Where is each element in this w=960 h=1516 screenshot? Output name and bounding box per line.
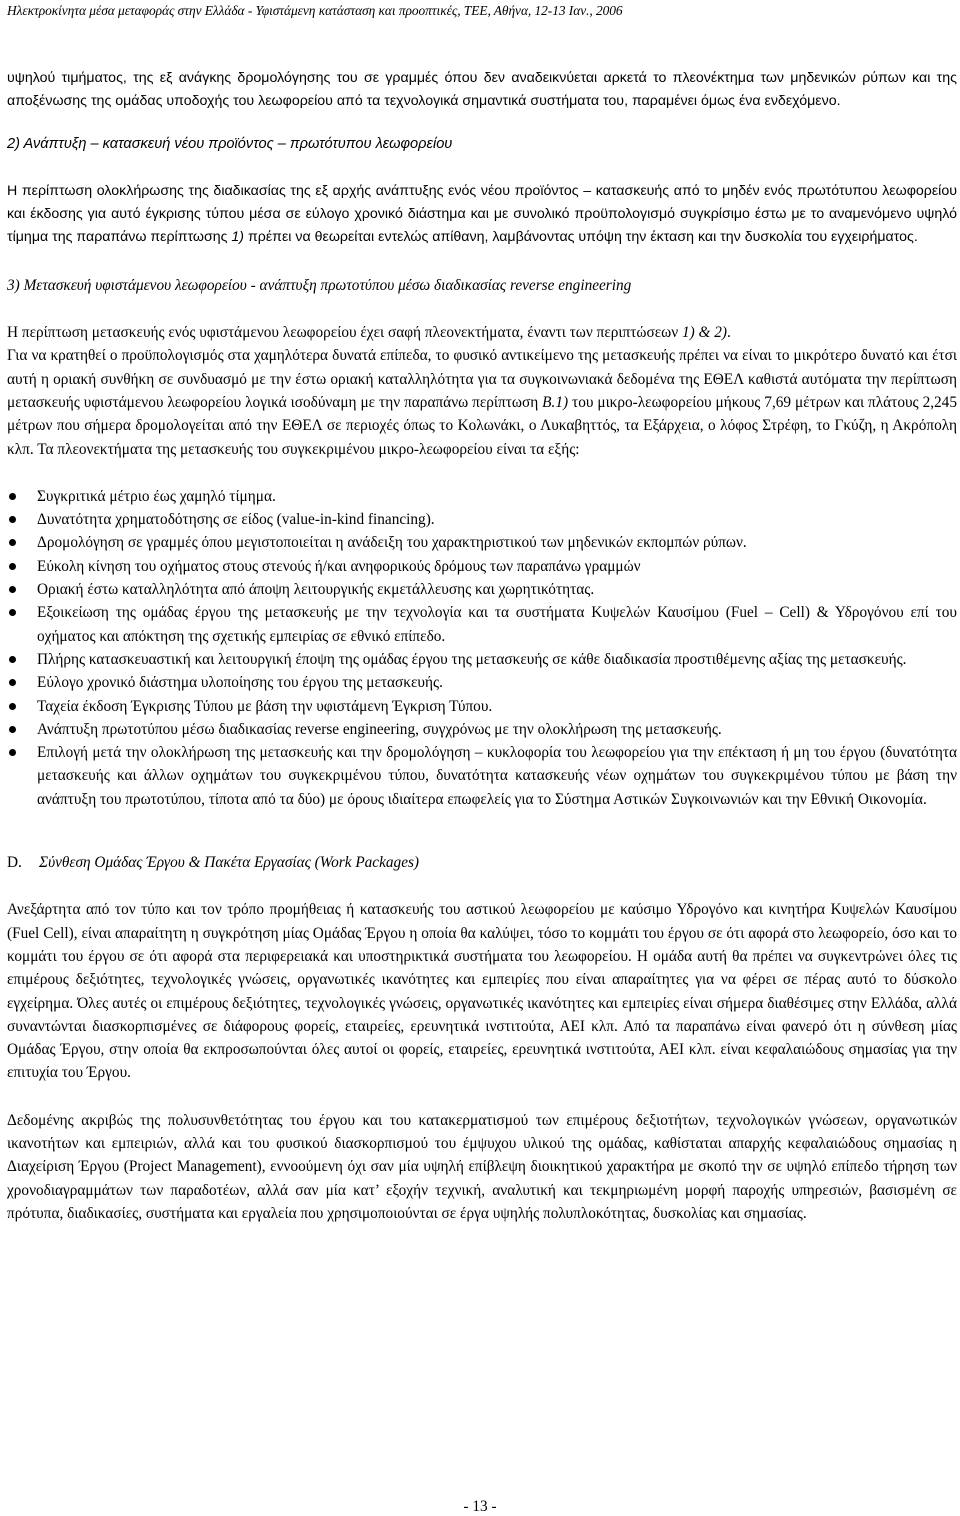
- section-3-first-line: [7, 321, 957, 344]
- section-3-para-b: του μικρο-λεωφορείου μήκους 7,69 μέτρων και πλάτους 2,245 μέτρων που σήμερα δρομολογείται από την ΕΘΕΛ σε περιοχές όπως το Κολωνάκι, ο Λυκαβηττός, τα Εξάρχεια, ο λόφος Στρέφη, το Γκύζη, η Ακρόπολη κλπ. Τα πλεονεκτήματα της μετασκευής του συγκεκριμένου μικρο-λεωφορείου είναι τα εξής:: [7, 393, 957, 458]
- section-3-paragraph: [7, 344, 957, 460]
- section-3-line1-b: .: [726, 324, 731, 342]
- intro-paragraph: υψηλού τιμήματος, της εξ ανάγκης δρομολόγησης του σε γραμμές όπου δεν αναδεικνύεται αρκετά το πλεονέκτημα των μηδενικών ρύπων και της αποξένωσης της ομάδας υποδοχής του λεωφορείου από τα τεχνολογικά σημαντικά συστήματα του, παραμένει όμως ένα ενδεχόμενο.: [7, 70, 957, 110]
- running-header: Ηλεκτροκίνητα μέσα μεταφοράς στην Ελλάδα - Υφιστάμενη κατάσταση και προοπτικές, ΤΕΕ, Αθήνα, 12-13 Ιαν., 2006: [7, 3, 623, 18]
- section-2-text-b: πρέπει να θεωρείται εντελώς απίθανη, λαμβάνοντας υπόψη την έκταση και την δυσκολία του εγχειρήματος.: [244, 229, 918, 246]
- list-item: Δυνατότητα χρηματοδότησης σε είδος (value-in-kind financing).: [7, 508, 957, 531]
- list-item: Εξοικείωση της ομάδας έργου της μετασκευής με την τεχνολογία και τα συστήματα Κυψελών Καυσίμου (Fuel – Cell) & Υδρογόνου επί του οχήματος και απόκτηση της σχετικής εμπειρίας σε εθνικό επίπεδο.: [7, 601, 957, 648]
- list-item: Ταχεία έκδοση Έγκρισης Τύπου με βάση την υφιστάμενη Έγκριση Τύπου.: [7, 695, 957, 718]
- section-2-paragraph: [7, 180, 957, 250]
- list-item: Οριακή έστω καταλληλότητα από άποψη λειτουργικής εκμετάλλευσης και χωρητικότητας.: [7, 578, 957, 601]
- section-3-line1-a: Η περίπτωση μετασκευής ενός υφιστάμενου λεωφορείου έχει σαφή πλεονεκτήματα, έναντι των περιπτώσεων: [7, 324, 682, 342]
- section-3-line1-ref: 1) & 2): [681, 324, 727, 342]
- section-2-text-a: Η περίπτωση ολοκλήρωσης της διαδικασίας της εξ αρχής ανάπτυξης ενός νέου προϊόντος – κατασκευής από το μηδέν ενός πρωτότυπου λεωφορείου και έκδοσης για αυτό έγκρισης τύπου μέσα σε εύλογο χρονικό διάστημα και με συνολικό προϋπολογισμό συγκρίσιμο έστω με το αναμενόμενο υψηλό τίμημα της παραπάνω περίπτωσης: [7, 182, 957, 246]
- section-3-heading: 3) Μετασκευή υφιστάμενου λεωφορείου - ανάπτυξη πρωτοτύπου μέσω διαδικασίας reverse engineering: [7, 276, 632, 294]
- section-2-ref: 1): [231, 229, 245, 246]
- advantages-list: [7, 485, 957, 811]
- list-item: Δρομολόγηση σε γραμμές όπου μεγιστοποιείται η ανάδειξη του χαρακτηριστικού των μηδενικών εκπομπών ρύπων.: [7, 531, 957, 554]
- page-body: [7, 67, 957, 1225]
- section-d-paragraph-1: Ανεξάρτητα από τον τύπο και τον τρόπο προμήθειας ή κατασκευής του αστικού λεωφορείου με καύσιμο Υδρογόνο και κινητήρα Κυψελών Καυσίμου (Fuel Cell), είναι απαραίτητη η συγκρότηση μίας Ομάδας Έργου η οποία θα καλύψει, τόσο το κομμάτι του έργου σε ότι αφορά στο λεωφορείο, όσο και το κομμάτι του έργου σε ότι αφορά στα περιφερειακά και υποστηρικτικά συστήματα του λεωφορείου. Η ομάδα αυτή θα πρέπει να συγκεντρώνει όλες τις επιμέρους δεξιότητες, τεχνολογικές γνώσεις, οργανωτικές ικανότητες και εμπειρίες που είναι απαραίτητες για να φέρει σε πέρας αυτό το δύσκολο εγχείρημα. Όλες αυτές οι επιμέρους δεξιότητες, τεχνολογικές γνώσεις, οργανωτικές ικανότητες και εμπειρίες είναι σήμερα διαθέσιμες στην Ελλάδα, αλλά συναντώνται διασκορπισμένες σε διάφορους φορείς, εταιρείες, ερευνητικά ινστιτούτα, ΑΕΙ κλπ. Από τα παραπάνω είναι φανερό ότι η σύνθεση μίας Ομάδας Έργου, στην οποία θα εκπροσωπούνται όλες αυτοί οι φορείς, εταιρείες, ερευνητικά ινστιτούτα, ΑΕΙ κλπ. είναι κεφαλαιώδους σημασίας για την επιτυχία του Έργου.: [7, 901, 957, 1082]
- list-item: Επιλογή μετά την ολοκλήρωση της μετασκευής και την δρομολόγηση – κυκλοφορία του λεωφορείου για την επέκταση ή μη του έργου (δυνατότητα μετασκευής και άλλων οχημάτων του συγκεκριμένου τύπου, δυνατότητα κατασκευής νέων οχημάτων του συγκεκριμένου τύπου με βάση την ανάπτυξη του πρωτοτύπου, τίποτα από τα δύο) με όρους ιδιαίτερα επωφελείς για το Σύστημα Αστικών Συγκοινωνιών και την Εθνική Οικονομία.: [7, 741, 957, 811]
- section-d-title: Σύνθεση Ομάδας Έργου & Πακέτα Εργασίας (Work Packages): [39, 854, 420, 872]
- section-d-letter: D.: [7, 854, 22, 872]
- page-number: - 13 -: [463, 1498, 497, 1515]
- list-item: Εύλογο χρονικό διάστημα υλοποίησης του έργου της μετασκευής.: [7, 671, 957, 694]
- list-item: Εύκολη κίνηση του οχήματος στους στενούς ή/και ανηφορικούς δρόμους των παραπάνω γραμμών: [7, 555, 957, 578]
- list-item: Ανάπτυξη πρωτοτύπου μέσω διαδικασίας reverse engineering, συγχρόνως με την ολοκλήρωση της μετασκευής.: [7, 718, 957, 741]
- section-d-heading: [7, 851, 957, 874]
- section-3-para-a: Για να κρατηθεί ο προϋπολογισμός στα χαμηλότερα δυνατά επίπεδα, το φυσικό αντικείμενο της μετασκευής πρέπει να είναι το μικρότερο δυνατό και έτσι αυτή η οριακή συνθήκη σε συνδυασμό με την έστω οριακή καταλληλότητα για τα συγκοινωνιακά δεδομένα της ΕΘΕΛ καθιστά αυτόματα την περίπτωση μετασκευής υφιστάμενου λεωφορείου λογικά ισοδύναμη με την παραπάνω περίπτωση: [7, 347, 957, 411]
- section-3-para-ref: Β.1): [542, 393, 569, 411]
- section-d-paragraph-2: Δεδομένης ακριβώς της πολυσυνθετότητας του έργου και του κατακερματισμού των επιμέρους δεξιοτήτων, τεχνολογικών γνώσεων, οργανωτικών ικανοτήτων και εμπειριών, αλλά και του φυσικού διασκορπισμού του έμψυχου υλικού της ομάδας, καθίσταται απαρχής κεφαλαιώδους σημασίας η Διαχείριση Έργου (Project Management), εννοούμενη όχι σαν μία υψηλή επίβλεψη διοικητικού χαρακτήρα με σκοπό την σε υψηλό επίπεδο τήρηση των χρονοδιαγραμμάτων των παραδοτέων, αλλά σαν μία κατ’ εξοχήν τεχνική, αναλυτική και τεκμηριωμένη μορφή παροχής υπηρεσιών, βασισμένη σε πρότυπα, διαδικασίες, συστήματα και εργαλεία που χρησιμοποιούνται σε έργα υψηλής πολυπλοκότητας, δυσκολίας και σημασίας.: [7, 1111, 957, 1222]
- section-2-heading: 2) Ανάπτυξη – κατασκευή νέου προϊόντος – πρωτότυπου λεωφορείου: [7, 135, 453, 152]
- list-item: Συγκριτικά μέτριο έως χαμηλό τίμημα.: [7, 485, 957, 508]
- list-item: Πλήρης κατασκευαστική και λειτουργική έποψη της ομάδας έργου της μετασκευής σε κάθε διαδικασία προστιθέμενης αξίας της μετασκευής.: [7, 648, 957, 671]
